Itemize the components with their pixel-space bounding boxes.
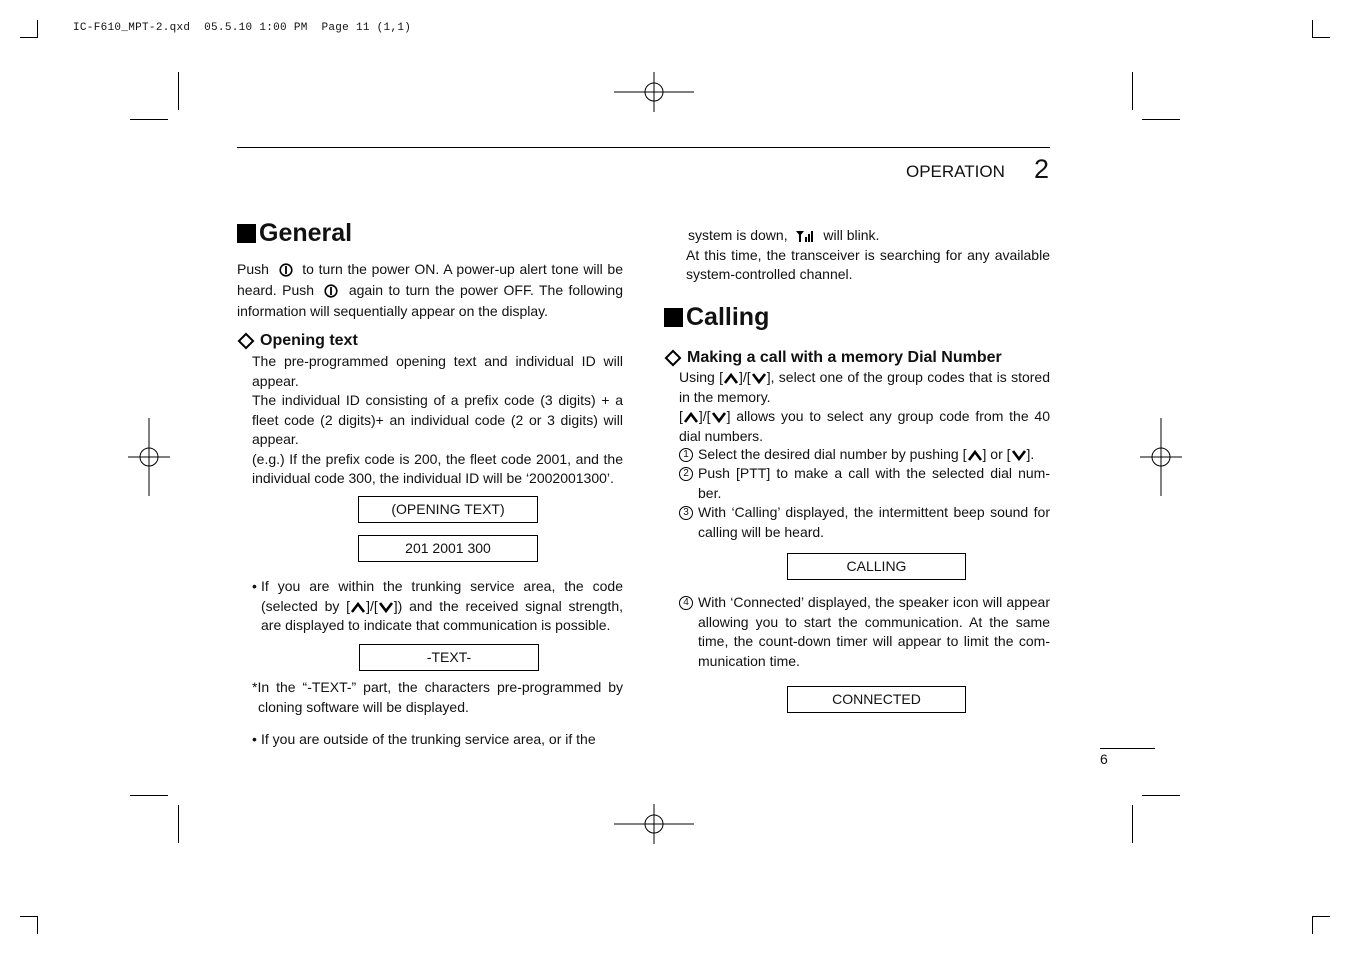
down-arrow-icon xyxy=(751,372,767,385)
step-number: 1 xyxy=(679,448,693,462)
up-arrow-icon xyxy=(350,601,366,614)
chapter-number: 2 xyxy=(1034,154,1050,184)
step-number: 4 xyxy=(679,596,693,610)
page-number: 6 xyxy=(1100,751,1108,767)
lcd-display: (OPENING TEXT) xyxy=(358,496,538,523)
using-para: Using [ ]/[ ], select one of the group codes that is stored in the memory. xyxy=(679,369,1050,405)
trim-mark xyxy=(1132,805,1133,843)
file-info: IC-F610_MPT-2.qxd 05.5.10 1:00 PM Page 11 (1,1) xyxy=(73,22,412,34)
crop-mark xyxy=(1312,37,1330,38)
bullet-dot: • xyxy=(252,731,257,747)
section-title: OPERATION xyxy=(906,162,1005,181)
calling-heading: Calling xyxy=(664,303,769,332)
text-note: *In the “-TEXT-” part, the characters pre-programmed by cloning software will be displayed. xyxy=(252,679,623,715)
general-intro: Push to turn the power ON. A power-up alert tone will be heard. Push again to turn the power OFF. The following information will sequentially appear on the display. xyxy=(237,261,624,319)
bullet-dot: • xyxy=(252,578,257,594)
allows-para: [ ]/[ ] allows you to select any group code from the 40 dial numbers. xyxy=(679,408,1050,444)
registration-mark xyxy=(614,804,694,844)
crop-mark xyxy=(37,916,38,934)
crop-mark xyxy=(1312,916,1313,934)
crop-mark xyxy=(20,916,38,917)
header-rule xyxy=(237,147,1050,148)
lcd-display-calling: CALLING xyxy=(787,553,966,580)
trim-mark xyxy=(130,795,168,796)
down-arrow-icon xyxy=(711,411,727,424)
trim-mark xyxy=(178,805,179,843)
bullet-within-area: • If you are within the trunking service area, the code (selected by [ ]/[ ]) and the received signal strength, are displayed to indicate that communication is possible. xyxy=(252,578,624,633)
trim-mark xyxy=(178,72,179,110)
square-bullet-icon xyxy=(237,224,256,243)
registration-mark xyxy=(1140,418,1182,496)
registration-mark xyxy=(128,418,170,496)
crop-mark xyxy=(20,37,38,38)
general-heading: General xyxy=(237,219,352,248)
opening-text-heading: Opening text xyxy=(237,332,358,350)
crop-mark xyxy=(1312,20,1313,38)
diamond-bullet-icon xyxy=(665,350,682,367)
crop-mark xyxy=(1312,916,1330,917)
diamond-bullet-icon xyxy=(238,333,255,350)
down-arrow-icon xyxy=(1011,449,1027,462)
registration-mark xyxy=(614,72,694,112)
dial-number-heading: Making a call with a memory Dial Number xyxy=(664,349,1002,367)
opening-text-para: The pre-programmed opening text and individual ID will appear. The individual ID consisting of a prefix code (3 digits) + a fleet code (2 digits)+ an individual code (2 or 3 digits) will appear. (e.g.) If the prefix code is 200, the fleet code 2001, and the individual code 300, the individual ID will be ‘2002001300’. xyxy=(252,353,623,486)
up-arrow-icon xyxy=(723,372,739,385)
lcd-display-connected: CONNECTED xyxy=(787,686,966,713)
lcd-display: 201 2001 300 xyxy=(358,535,538,562)
step-3: 3 With ‘Calling’ displayed, the intermittent beep sound for calling will be heard. xyxy=(698,503,1050,542)
crop-mark xyxy=(37,20,38,38)
signal-icon xyxy=(794,229,816,243)
step-1: 1 Select the desired dial number by pushing [ ] or [ ]. xyxy=(698,445,1050,465)
trim-mark xyxy=(1142,795,1180,796)
trim-mark xyxy=(130,119,168,120)
trim-mark xyxy=(1142,119,1180,120)
up-arrow-icon xyxy=(967,449,983,462)
power-icon xyxy=(323,284,339,298)
power-icon xyxy=(278,263,294,277)
square-bullet-icon xyxy=(664,308,683,327)
step-number: 3 xyxy=(679,506,693,520)
step-4: 4 With ‘Connected’ displayed, the speaker icon will appear allowing you to start the communication. At the same time, the count-down timer will appear to limit the com-munication time. xyxy=(698,593,1050,671)
page-number-rule xyxy=(1100,748,1155,749)
lcd-display: -TEXT- xyxy=(359,644,539,671)
continued-para: system is down, will blink. At this time, the transceiver is searching for any available system-controlled channel. xyxy=(686,227,1050,282)
bullet-outside-area: • If you are outside of the trunking service area, or if the xyxy=(261,730,623,750)
down-arrow-icon xyxy=(378,601,394,614)
up-arrow-icon xyxy=(683,411,699,424)
step-number: 2 xyxy=(679,467,693,481)
step-2: 2 Push [PTT] to make a call with the selected dial num-ber. xyxy=(698,464,1050,503)
trim-mark xyxy=(1132,72,1133,110)
